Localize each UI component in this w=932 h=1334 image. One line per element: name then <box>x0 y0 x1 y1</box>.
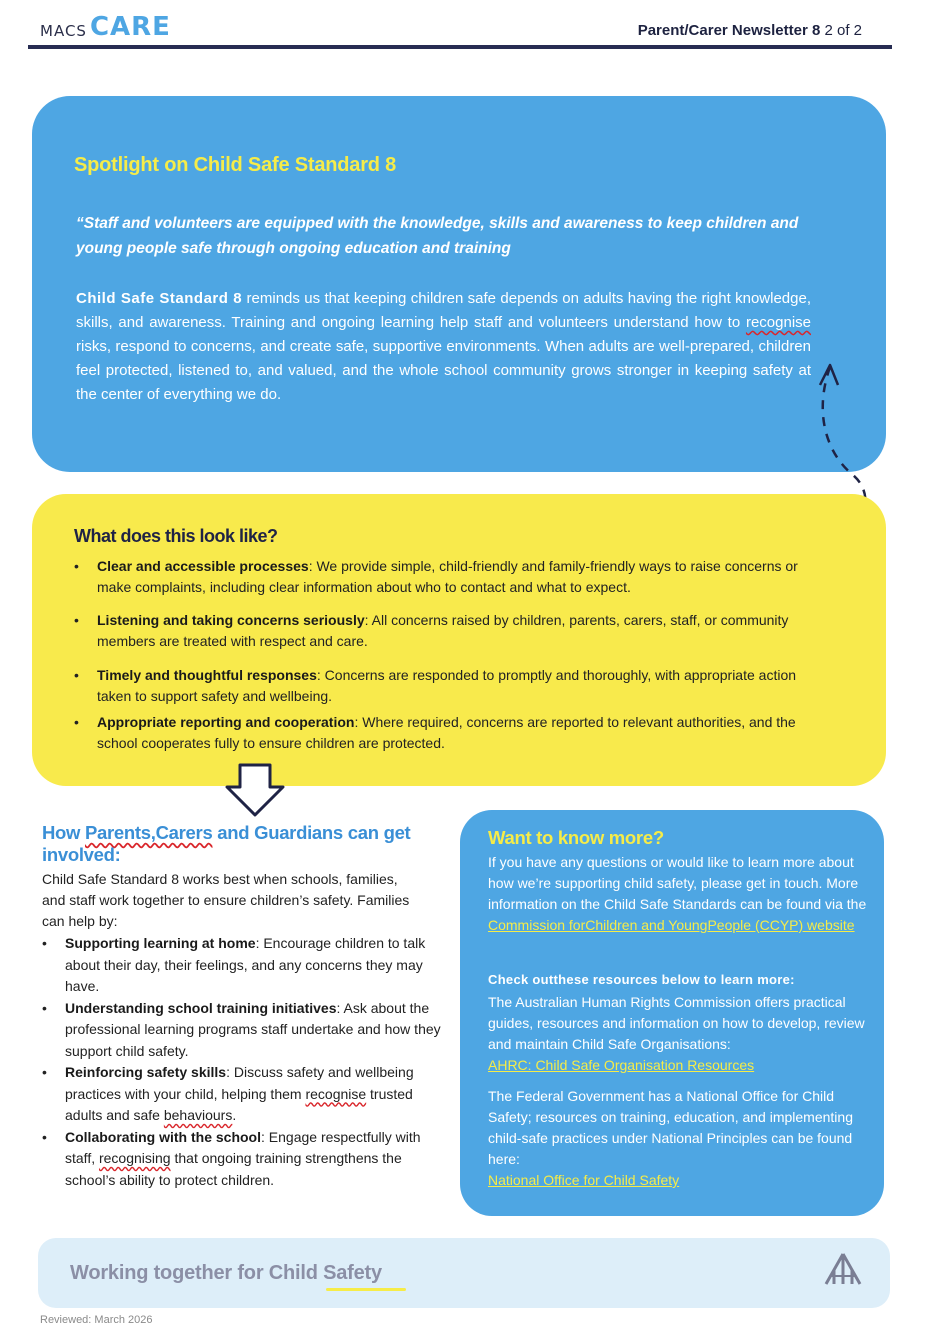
newsletter-header <box>638 22 862 39</box>
logo-prefix: MACS <box>40 22 87 40</box>
spotlight-panel <box>32 96 886 472</box>
list-item: • Understanding school training initiatives: Ask about the professional learning programs staff undertake and how they support child safety. <box>42 998 442 1063</box>
standard-description: Child Safe Standard 8 reminds us that keeping children safe depends on adults having the right knowledge, skills, and awareness. Training and ongoing learning help staff and volunteers understand how to recognise risks, respond to concerns, and create safe, supportive environments. When adults are well-prepared, children feel protected, listened to, and valued, and the whole school community grows stronger in keeping safety at the center of everything we do. <box>76 290 811 403</box>
standard-name: Child Safe Standard 8 <box>76 290 243 307</box>
list-item: • Supporting learning at home: Encourage children to talk about their day, their feelings, and any concerns they may have. <box>42 933 442 998</box>
involved-list <box>42 933 442 1191</box>
national-office-link[interactable]: National Office for Child Safety <box>488 1172 680 1188</box>
reviewed-date: Reviewed: March 2026 <box>40 1314 153 1326</box>
know-more-text: If you have any questions or would like to learn more about how we’re supporting child safety, please get in touch. More information on the Child Safe Standards can be found via the Commission forChildren and YoungPeople (CCYP) website <box>488 854 867 933</box>
list-item: • Clear and accessible processes: We provide simple, child-friendly and family-friendly ways to raise concerns or make complaints, including clear information about who to contact and what to expect. <box>74 556 814 598</box>
logo-main: CARE <box>89 12 171 42</box>
standard-quote: “Staff and volunteers are equipped with the knowledge, skills and awareness to keep children and young people safe through ongoing education and training <box>76 215 799 257</box>
macs-care-logo <box>40 12 171 42</box>
footer-tagline: Working together for Child Safety <box>70 1262 382 1284</box>
list-item: • Collaborating with the school: Engage respectfully with staff, recognising that ongoing training strengthens the school’s ability to protect children. <box>42 1127 442 1192</box>
list-item: • Appropriate reporting and cooperation: Where required, concerns are reported to relevant authorities, and the school cooperates fully to ensure children are protected. <box>74 712 814 754</box>
know-more-title: Want to know more? <box>488 827 664 848</box>
spotlight-title: Spotlight on Child Safe Standard 8 <box>74 154 397 176</box>
list-item: • Listening and taking concerns seriously: All concerns raised by children, parents, carers, staff, or community members are treated with respect and care. <box>74 610 814 652</box>
page-indicator: 2 of 2 <box>824 22 862 39</box>
ccyp-website-link[interactable]: Commission forChildren and YoungPeople (CCYP) website <box>488 917 855 933</box>
list-item: • Reinforcing safety skills: Discuss safety and wellbeing practices with your child, helping them recognise trusted adults and safe behaviours. <box>42 1062 442 1127</box>
ahrc-text: The Australian Human Rights Commission offers practical guides, resources and information on how to develop, review and maintain Child Safe Organisations: AHRC: Child Safe Organisation Resources <box>488 994 865 1073</box>
get-involved-title: How Parents,Carers and Guardians can get involved: <box>42 822 411 865</box>
resources-heading: Check outthese resources below to learn more: <box>488 972 795 987</box>
federal-office-text: The Federal Government has a National Office for Child Safety; resources on training, education, and implementing child-safe practices under National Principles can be found here: National Office for Child Safety <box>488 1088 853 1188</box>
get-involved-intro: Child Safe Standard 8 works best when schools, families, and staff work together to ensure children’s safety. Families can help by: <box>42 871 410 929</box>
what-list <box>74 556 814 754</box>
what-title: What does this look like? <box>74 526 278 546</box>
down-arrow-icon <box>224 763 286 819</box>
ahrc-resources-link[interactable]: AHRC: Child Safe Organisation Resources <box>488 1057 755 1073</box>
header-divider <box>28 45 892 49</box>
newsletter-label: Parent/Carer Newsletter 8 <box>637 22 821 39</box>
school-emblem-icon <box>822 1252 864 1286</box>
tagline-underline <box>326 1288 406 1291</box>
list-item: • Timely and thoughtful responses: Concerns are responded to promptly and thoroughly, with appropriate action taken to support safety and wellbeing. <box>74 665 814 707</box>
